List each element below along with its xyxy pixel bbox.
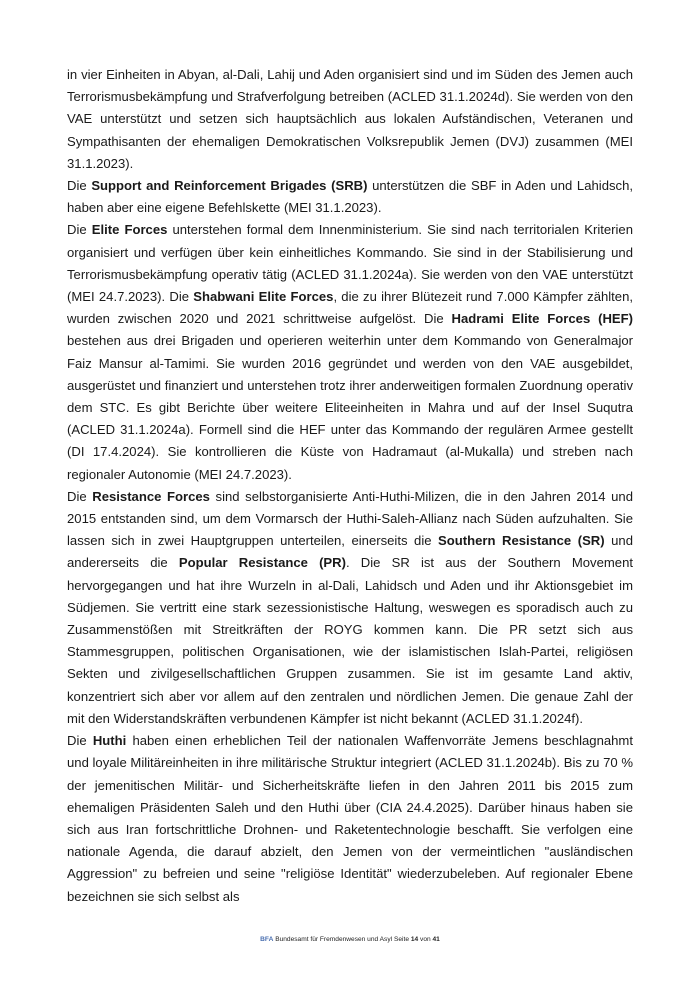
paragraph-text: haben einen erheblichen Teil der nationalen Waffenvorräte Jemens beschlagnahmt und loyale Militäreinheiten in ihre militärische Struktur integriert (ACLED 31.1.2024b). Bis zu 70 % der jemenitischen Militär- und Sicherheitskräfte liefen in den Jahren 2011 bis 2015 zum ehemaligen Präsidenten Saleh und den Huthi über (CIA 24.4.2025). Darüber hinaus haben sie sich aus Iran fortschrittliche Drohnen- und Raketentechnologie beschafft. Sie verfolgen eine nationale Agenda, die darauf abzielt, den Jemen von der vermeintlichen "ausländischen Aggression" zu befreien und seine "religiöse Identität" wiederzubeleben. Auf regionaler Ebene bezeichnen sie sich selbst als xyxy=(67,733,633,904)
agency-name: Bundesamt für Fremdenwesen und Asyl xyxy=(275,936,393,943)
paragraph-text: Die xyxy=(67,733,93,749)
paragraph-text: bestehen aus drei Brigaden und operieren weiterhin unter dem Kommando von Generalmajor Faiz Mansur al-Tamimi. Sie wurden 2016 gegründet und werden von den VAE ausgebildet, ausgerüstet und finanziert und unterstehen trotz ihrer anderweitigen formalen Zuordnung operativ dem STC. Es gibt Berichte über weitere Eliteeinheiten in Mahra und auf der Insel Suqutra (ACLED 31.1.2024a). Formell sind die HEF unter das Kommando der regulären Armee gestellt (DI 17.4.2024). Sie kontrollieren die Küste von Hadramaut (al-Mukalla) und streben nach regionaler Autonomie (MEI 24.7.2023). xyxy=(67,333,633,482)
paragraph-text: . Die SR ist aus der Southern Movement hervorgegangen und hat ihre Wurzeln in al-Dali, Lahidsch und Aden und ihr Aktionsgebiet im Südjemen. Sie vertritt eine stark sezessionistische Haltung, weswegen es sporadisch auch zu Zusammenstößen mit Streitkräften der ROYG kommen kann. Die PR setzt sich aus Stammesgruppen, politischen Organisationen, wie der islamistischen Islah-Partei, religiösen Sekten und zivilgesellschaftlichen Gruppen zusammen. Sie ist im gesamte Land aktiv, konzentriert sich aber vor allem auf den zentralen und nördlichen Jemen. Die genaue Zahl der mit den Widerstandskräften verbundenen Kämpfer ist nicht bekannt (ACLED 31.1.2024f). xyxy=(67,555,633,726)
paragraph-text: in vier Einheiten in Abyan, al-Dali, Lahij und Aden organisiert sind und im Süden des Jemen auch Terrorismusbekämpfung und Strafverfolgung betreiben (ACLED 31.1.2024d). Sie werden von den VAE unterstützt und setzen sich hauptsächlich aus lokalen Aufständischen, Veteranen und Sympathisanten der ehemaligen Demokratischen Volksrepublik Jemen (DVJ) zusammen (MEI 31.1.2023). xyxy=(67,67,633,171)
paragraph xyxy=(67,64,633,175)
bold-term: Southern Resistance (SR) xyxy=(438,533,605,549)
bold-term: Shabwani Elite Forces xyxy=(193,289,334,305)
page-current: 14 xyxy=(410,936,419,943)
of-word: von xyxy=(420,936,431,943)
bold-term: Support and Reinforcement Brigades (SRB) xyxy=(91,178,368,194)
document-body xyxy=(67,64,633,908)
page-word: Seite xyxy=(393,936,409,943)
paragraph xyxy=(67,486,633,730)
bold-term: Popular Resistance (PR) xyxy=(178,555,346,571)
paragraph xyxy=(67,175,633,219)
bfa-logo: BFA xyxy=(260,936,274,943)
bold-term: Hadrami Elite Forces (HEF) xyxy=(451,311,633,327)
paragraph-text: Die xyxy=(67,178,92,194)
page-footer xyxy=(0,935,700,945)
bold-term: Elite Forces xyxy=(91,222,168,238)
paragraph-text: Die xyxy=(67,488,93,504)
bold-term: Resistance Forces xyxy=(92,488,210,504)
paragraph-text: , die zu ihrer Blütezeit rund 7.000 Kämpfer zählten, wurden zwischen 2020 und 2021 schrittweise aufgelöst. Die xyxy=(67,289,634,327)
paragraph-text: unterstehen formal dem Innenministerium. Sie sind nach territorialen Kriterien organisiert und verfügen über kein einheitliches Kommando. Sie sind in der Stabilisierung und Terrorismusbekämpfung operativ tätig (ACLED 31.1.2024a). Sie werden von den VAE unterstützt (MEI 24.7.2023). Die xyxy=(67,222,633,305)
page-total: 41 xyxy=(432,936,440,943)
paragraph xyxy=(67,730,633,908)
paragraph-text: unterstützen die SBF in Aden und Lahidsch, haben aber eine eigene Befehlskette (MEI 31.1.2023). xyxy=(67,178,633,216)
bold-term: Huthi xyxy=(92,733,127,749)
paragraph xyxy=(67,219,633,485)
paragraph-text: Die xyxy=(67,222,92,238)
paragraph-text: und andererseits die xyxy=(67,533,633,571)
paragraph-text: sind selbstorganisierte Anti-Huthi-Milizen, die in den Jahren 2014 und 2015 entstanden sind, um dem Vormarsch der Huthi-Saleh-Allianz nach Süden aufzuhalten. Sie lassen sich in zwei Hauptgruppen unterteilen, einerseits die xyxy=(67,488,633,549)
